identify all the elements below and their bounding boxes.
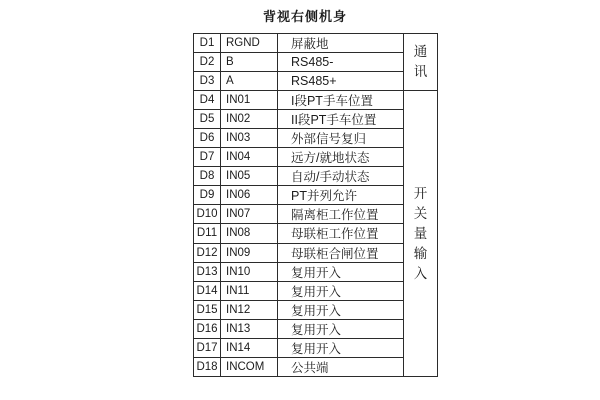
terminal-id: D5 (194, 110, 221, 129)
signal-desc: 屏蔽地 (278, 34, 404, 53)
terminal-id: D18 (194, 357, 221, 376)
terminal-id: D10 (194, 205, 221, 224)
terminal-id: D8 (194, 167, 221, 186)
group-cell-digital-input (404, 91, 438, 377)
signal-name: IN07 (221, 205, 278, 224)
signal-desc: 复用开入 (278, 281, 404, 300)
table-row (194, 167, 438, 186)
terminal-id: D6 (194, 129, 221, 148)
signal-name: B (221, 53, 278, 72)
table-row (194, 243, 438, 262)
signal-name: A (221, 72, 278, 91)
terminal-id: D2 (194, 53, 221, 72)
signal-desc: PT并列允许 (278, 186, 404, 205)
signal-desc: 母联柜工作位置 (278, 224, 404, 243)
signal-name: IN02 (221, 110, 278, 129)
terminal-id: D12 (194, 243, 221, 262)
group-cell-comm (404, 34, 438, 91)
signal-name: IN14 (221, 338, 278, 357)
terminal-id: D15 (194, 300, 221, 319)
table-row (194, 262, 438, 281)
table-row (194, 129, 438, 148)
terminal-id: D13 (194, 262, 221, 281)
signal-desc: I段PT手车位置 (278, 91, 404, 110)
table-row (194, 72, 438, 91)
signal-desc: RS485+ (278, 72, 404, 91)
signal-desc: 隔离柜工作位置 (278, 205, 404, 224)
table-row (194, 91, 438, 110)
table-row (194, 110, 438, 129)
signal-name: IN12 (221, 300, 278, 319)
table-row (194, 357, 438, 376)
signal-desc: 外部信号复归 (278, 129, 404, 148)
terminal-id: D4 (194, 91, 221, 110)
signal-name: IN04 (221, 148, 278, 167)
table-row (194, 53, 438, 72)
signal-name: IN06 (221, 186, 278, 205)
table-row (194, 205, 438, 224)
signal-desc: 复用开入 (278, 300, 404, 319)
table-row (194, 186, 438, 205)
page-title: 背视右侧机身 (262, 9, 347, 24)
signal-desc: RS485- (278, 53, 404, 72)
terminal-id: D7 (194, 148, 221, 167)
terminal-table (193, 33, 438, 377)
table-row (194, 338, 438, 357)
terminal-id: D16 (194, 319, 221, 338)
signal-name: IN03 (221, 129, 278, 148)
signal-name: IN01 (221, 91, 278, 110)
signal-desc: 公共端 (278, 357, 404, 376)
table-row (194, 300, 438, 319)
signal-name: INCOM (221, 357, 278, 376)
terminal-id: D1 (194, 34, 221, 53)
signal-desc: 复用开入 (278, 319, 404, 338)
table-row (194, 34, 438, 53)
terminal-id: D3 (194, 72, 221, 91)
terminal-id: D17 (194, 338, 221, 357)
table-row (194, 281, 438, 300)
signal-desc: II段PT手车位置 (278, 110, 404, 129)
signal-desc: 远方/就地状态 (278, 148, 404, 167)
group-label-digital-input: 开关量输入 (413, 185, 428, 281)
signal-desc: 自动/手动状态 (278, 167, 404, 186)
group-label-comm: 通讯 (413, 44, 428, 80)
terminal-id: D14 (194, 281, 221, 300)
signal-name: IN08 (221, 224, 278, 243)
signal-desc: 母联柜合闸位置 (278, 243, 404, 262)
signal-name: IN13 (221, 319, 278, 338)
table-row (194, 148, 438, 167)
signal-desc: 复用开入 (278, 262, 404, 281)
table-row (194, 224, 438, 243)
signal-desc: 复用开入 (278, 338, 404, 357)
table-row (194, 319, 438, 338)
signal-name: RGND (221, 34, 278, 53)
signal-name: IN11 (221, 281, 278, 300)
signal-name: IN05 (221, 167, 278, 186)
signal-name: IN09 (221, 243, 278, 262)
terminal-id: D11 (194, 224, 221, 243)
terminal-id: D9 (194, 186, 221, 205)
signal-name: IN10 (221, 262, 278, 281)
